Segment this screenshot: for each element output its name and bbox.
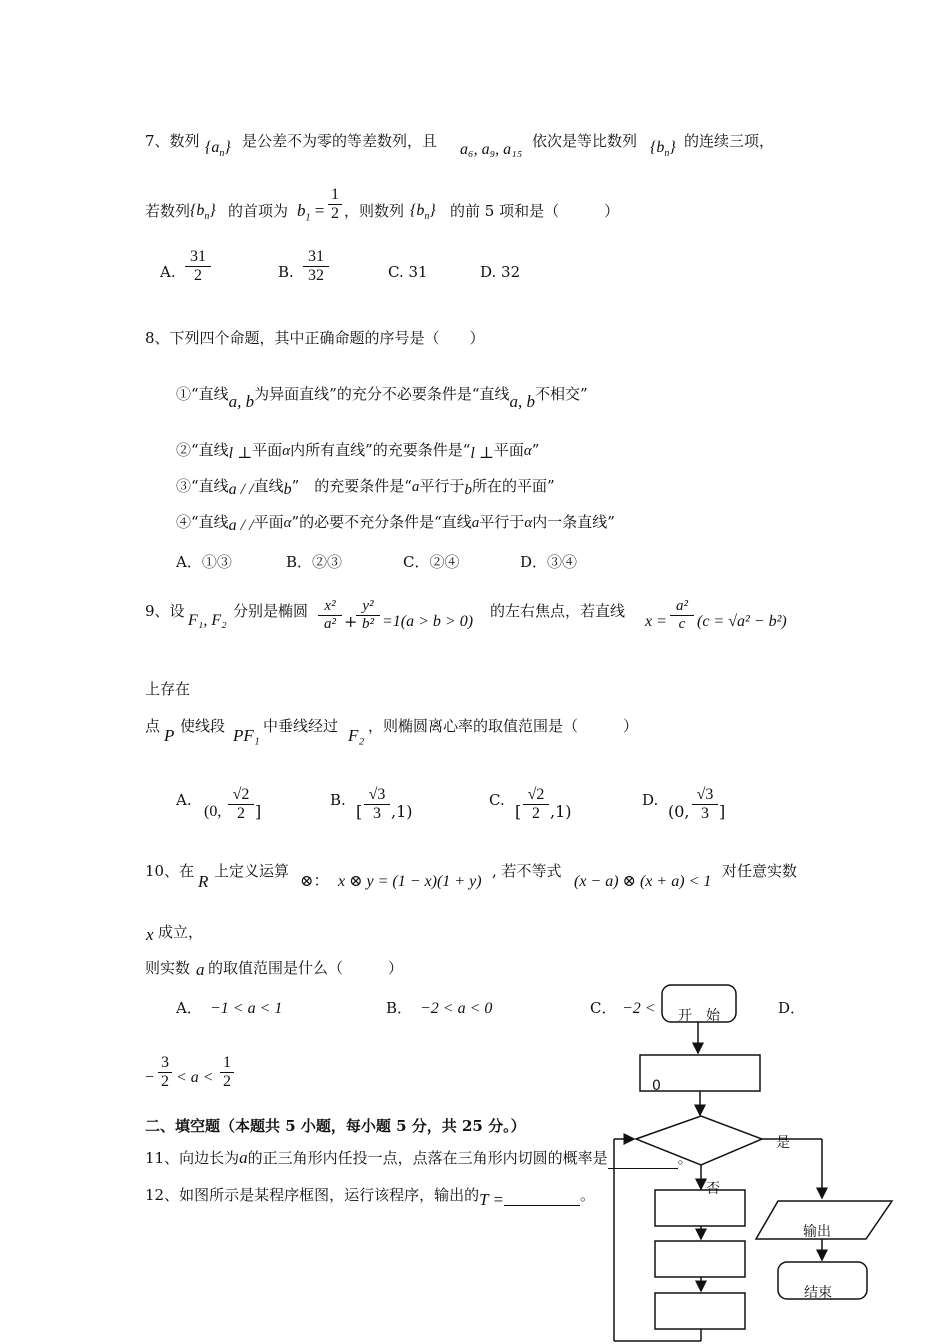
q7-opt-a-frac: 31 2 [185,248,211,285]
q10-line3a: 则实数 [145,959,191,977]
q10-opt-c-label: C． [590,999,617,1017]
q9-opt-c-right: ,1) [550,802,572,821]
q7-mid2: 依次是等比数列 [532,132,638,150]
q10-line2b: 成立， [158,923,204,941]
flow-start-label: 开 始 [678,1008,720,1024]
flow-no-label: 否 [706,1181,720,1197]
q10-opt-d-frac1: 3 2 [158,1054,172,1091]
q9-xeq: x = [645,613,667,630]
q7-opt-c: C. 31 [388,263,428,281]
q10-opt-c: −2 < [622,1000,656,1017]
q10-prefix: 10、在 [145,862,195,880]
q10-opt-a: −1 < a < 1 [210,1000,283,1017]
q9-plus: + [344,612,358,631]
q7-terms: a₆, a₉, a₁₅ [460,141,523,158]
section2-heading: 二、填空题（本题共 5 小题，每小题 5 分，共 25 分。） [145,1117,526,1135]
flow-box-3 [655,1241,745,1277]
q10-opt-b-label: B． [386,999,413,1017]
q10-opt-d-minus: − [145,1069,155,1086]
flow-output-label: 输出 [803,1224,831,1240]
q9-opt-a-left: (0, [204,803,222,820]
q9-opt-b-right: ,1) [391,802,413,821]
q8-opt-d: D．③④ [520,553,578,571]
q9-cond: =1(a > b > 0) [382,613,474,630]
q11: 11、向边长为a的正三角形内任投一点，点落在三角形内切圆的概率是 。 [145,1148,693,1167]
q9-P: P [164,726,175,745]
q7-opt-d: D. 32 [480,263,521,281]
q8-stem: 8、下列四个命题，其中正确命题的序号是（ ） [145,329,485,347]
q7-b1: $b_1$ = [297,201,325,224]
q7-line1 [145,131,200,151]
q10-opt-d-mid: < a < [176,1069,214,1086]
q9-line3b: 使线段 [180,717,226,735]
q10-opt-d-frac2: 1 2 [220,1054,234,1091]
q7-line2-mid: 的首项为 [228,202,289,220]
q9-prefix: 9、设 [145,602,185,620]
flow-yes-label: 是 [776,1135,790,1151]
q7-opt-b-frac: 31 32 [303,248,329,285]
q7-line2-end: 的前 5 项和是（ ） [450,202,620,220]
q9-foci: F₁, F₂ [188,612,227,629]
q8-p2: ②“直线l ⊥平面α内所有直线”的充要条件是“l ⊥平面α” [176,441,540,462]
q10-mid: 上定义运算 [214,862,290,880]
flow-box-2 [655,1190,745,1226]
q7-seq-b: $\{b_n\}$ [650,139,676,160]
q10-otimes: ⊗： [300,873,330,890]
q9-line2: 上存在 [145,680,191,698]
flow-end-label: 结束 [804,1285,832,1301]
q10-opt-b: −2 < a < 0 [420,1000,493,1017]
q10-end: 对任意实数 [722,862,798,880]
q7-seq-b-2: $\{b_n\}$ [190,202,216,223]
q9-F2: F₂ [348,726,365,745]
q7-end: 的连续三项， [684,132,775,150]
q8-p1: ①“直线a, b为异面直线”的充分不必要条件是“直线a, b不相交” [176,385,588,411]
q10-opt-a-label: A． [176,999,202,1017]
flow-box-4 [655,1293,745,1329]
flow-decision-diamond [636,1116,762,1165]
q8-opt-b: B．②③ [286,553,343,571]
q9-mid: 分别是椭圆 [233,602,309,620]
q9-opt-a-frac: √2 2 [228,786,254,823]
q10-opt-d-label: D． [778,999,806,1017]
q7-seq-b-3: $\{b_n\}$ [410,202,436,223]
q10-def: x ⊗ y = (1 − x)(1 + y) [338,873,482,890]
q9-opt-c-label: C. [489,791,505,809]
q8-opt-c: C．②④ [403,553,460,571]
q9-opt-a-right: ] [255,802,262,821]
q9-opt-b-label: B. [330,791,346,809]
q9-line3a: 点 [145,717,161,735]
q9-opt-c-left: [ [515,802,522,821]
q8-p3: ③“直线a / /直线b” 的充要条件是“a平行于b所在的平面” [176,477,555,498]
q7-opt-a-label: A. [160,263,176,281]
q7-line2-prefix: 若数列 [145,202,191,220]
q9-opt-a-label: A. [176,791,192,809]
q8-p4: ④“直线a / /平面α”的必要不充分条件是“直线a平行于α内一条直线” [176,513,615,534]
q7-half: 1 2 [328,186,342,223]
flowchart [600,975,900,1344]
q9-opt-d-right: ] [719,802,726,821]
q9-opt-b-left: [ [356,802,363,821]
q9-line3d: ，则椭圆离心率的取值范围是（ ） [368,717,639,735]
q7-prefix: 7、数列 [145,132,200,150]
flow-process-label: 0 [652,1078,661,1094]
q9-opt-d-left: (0, [668,802,690,821]
q10-R: R [198,872,209,891]
q10-a: a [196,960,205,979]
q9-PF1: PF₁ [233,726,260,745]
q12: 12、如图所示是某程序框图，运行该程序，输出的T = 。 [145,1186,595,1209]
q7-seq-a: $\{a_n\}$ [205,139,231,160]
q9-line3c: 中垂线经过 [263,717,339,735]
q9-frac-line: a² c [670,598,694,633]
q9-opt-b-frac: √3 3 [364,786,390,823]
q8-opt-a: A．①③ [176,553,232,571]
q9-mid2: 的左右焦点，若直线 [490,602,626,620]
q9-ceq: (c = √a² − b²) [697,613,787,630]
q9-frac-x: x² a² [318,598,342,633]
q9-opt-d-frac: √3 3 [692,786,718,823]
q10-mid2: , 若不等式 [492,862,562,880]
q7-line2-mid2: ，则数列 [344,202,405,220]
q10-line3c: 的取值范围是什么（ ） [208,959,404,977]
q9-opt-c-frac: √2 2 [523,786,549,823]
q10-ineq: (x − a) ⊗ (x + a) < 1 [574,873,712,890]
q7-opt-b-label: B. [278,263,294,281]
q9-frac-y: y² b² [356,598,380,633]
q12-blank[interactable] [504,1185,580,1206]
q7-mid: 是公差不为零的等差数列，且 [242,132,438,150]
q10-x: x [146,925,154,944]
q9-opt-d-label: D. [642,791,659,809]
